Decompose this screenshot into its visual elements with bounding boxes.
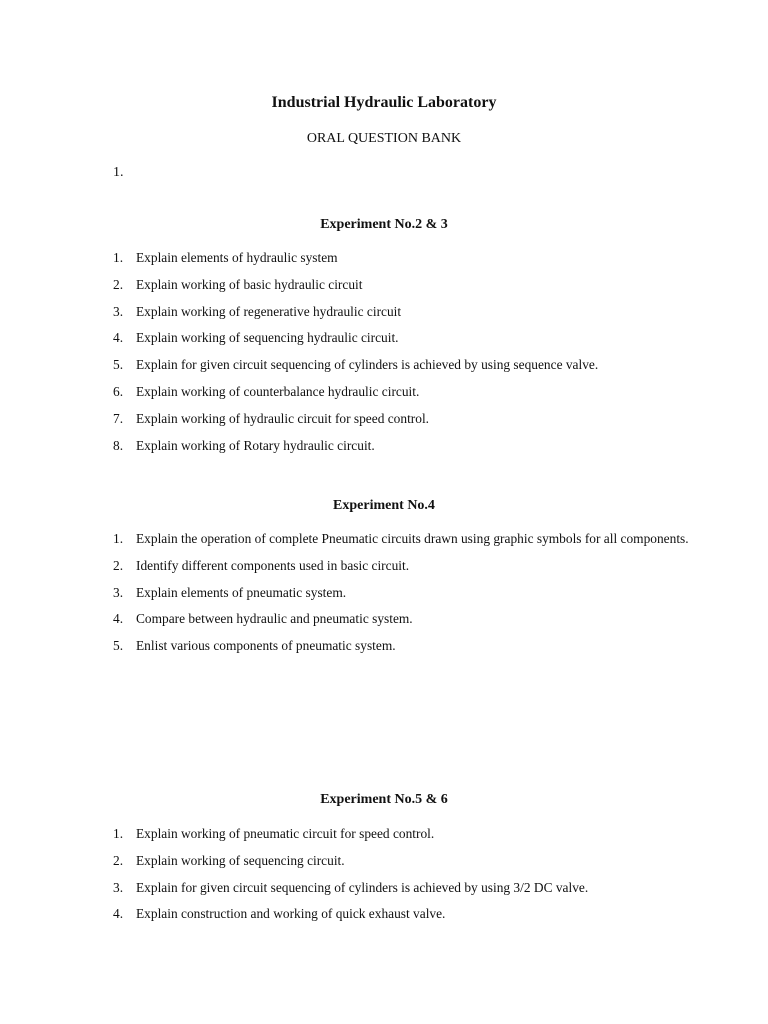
list-item: [113, 406, 693, 433]
question-text: Explain for given circuit sequencing of cylinders is achieved by using 3/2 DC valve.: [136, 879, 589, 895]
question-number: 2.: [113, 276, 124, 292]
list-item: [113, 433, 693, 460]
section-heading-experiment-5-6: Experiment No.5 & 6: [320, 792, 448, 807]
question-number: 4.: [113, 330, 124, 346]
question-text: Explain elements of pneumatic system.: [136, 584, 347, 600]
question-number: 4.: [113, 906, 124, 922]
section-heading-experiment-2-3: Experiment No.2 & 3: [320, 217, 448, 232]
list-item: [113, 901, 693, 928]
list-item: [113, 606, 693, 633]
question-text: Compare between hydraulic and pneumatic system.: [136, 611, 413, 627]
question-text: Explain elements of hydraulic system: [136, 250, 338, 265]
list-item: [113, 875, 693, 902]
list-item: [113, 821, 693, 848]
question-number: 2.: [113, 852, 124, 868]
list-item: [113, 272, 693, 299]
question-text: Explain working of Rotary hydraulic circuit.: [136, 437, 375, 453]
question-list-experiment-4: [113, 526, 693, 660]
list-item: [113, 245, 693, 272]
list-item: [113, 379, 693, 406]
question-number: 1.: [113, 826, 124, 841]
question-list-experiment-2-3: [113, 245, 693, 459]
question-text: Explain working of counterbalance hydraulic circuit.: [136, 383, 420, 399]
question-number: 5.: [113, 638, 124, 654]
question-number: 5.: [113, 357, 124, 373]
question-number: 8.: [113, 437, 124, 453]
section-heading-experiment-4: Experiment No.4: [333, 498, 435, 513]
question-number: 1.: [113, 250, 124, 265]
question-text: Explain working of sequencing hydraulic circuit.: [136, 330, 399, 346]
list-item: [113, 325, 693, 352]
question-text: Explain working of basic hydraulic circuit: [136, 276, 363, 292]
question-text: Enlist various components of pneumatic system.: [136, 638, 396, 654]
empty-list-number: 1.: [113, 165, 124, 180]
list-item: [113, 553, 693, 580]
question-text: Explain working of sequencing circuit.: [136, 852, 345, 868]
question-text: Explain for given circuit sequencing of cylinders is achieved by using sequence valve.: [136, 357, 599, 373]
question-number: 3.: [113, 879, 124, 895]
question-text: Explain construction and working of quick exhaust valve.: [136, 906, 446, 922]
question-number: 4.: [113, 611, 124, 627]
question-text: Identify different components used in basic circuit.: [136, 557, 410, 573]
list-item: [113, 352, 693, 379]
question-number: 6.: [113, 383, 124, 399]
question-text: Explain working of pneumatic circuit for speed control.: [136, 826, 435, 841]
question-number: 7.: [113, 410, 124, 426]
list-item: [113, 848, 693, 875]
question-text: Explain working of regenerative hydraulic circuit: [136, 303, 402, 319]
question-text: Explain working of hydraulic circuit for speed control.: [136, 410, 430, 426]
question-number: 1.: [113, 531, 124, 546]
list-item: [113, 633, 693, 660]
question-number: 3.: [113, 584, 124, 600]
list-item: [113, 299, 693, 326]
question-number: 3.: [113, 303, 124, 319]
question-list-experiment-5-6: [113, 821, 693, 928]
document-subtitle: ORAL QUESTION BANK: [306, 131, 462, 146]
question-text: Explain the operation of complete Pneumatic circuits drawn using graphic symbols for all components.: [136, 531, 689, 546]
list-item: [113, 526, 693, 553]
document-title: Industrial Hydraulic Laboratory: [271, 94, 497, 111]
list-item: [113, 580, 693, 607]
question-number: 2.: [113, 557, 124, 573]
